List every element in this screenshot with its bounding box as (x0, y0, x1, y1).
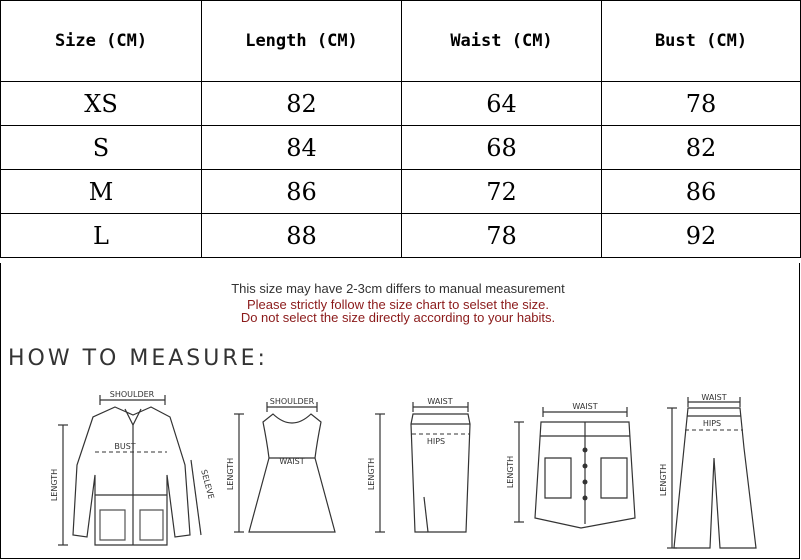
cell-length: 82 (202, 82, 402, 126)
cell-size: XS (1, 82, 202, 126)
skirt-figure (368, 392, 483, 546)
dress-figure (225, 392, 350, 546)
cell-waist: 78 (402, 214, 602, 258)
jacket-figure (45, 385, 215, 559)
dress-length-label: LENGTH (226, 457, 235, 491)
pants-length-label: LENGTH (659, 463, 668, 497)
dress-shoulder-label: SHOULDER (269, 397, 315, 406)
skirt-waist-label: WAIST (427, 397, 453, 406)
header-size: Size (CM) (1, 1, 202, 82)
shorts-length-label: LENGTH (506, 455, 515, 489)
table-row (1, 82, 801, 126)
cell-size: M (1, 170, 202, 214)
how-to-measure-title: HOW TO MEASURE: (8, 346, 268, 371)
pants-waist-label: WAIST (701, 393, 727, 402)
note-tolerance: This size may have 2-3cm differs to manual measurement (231, 281, 565, 296)
cell-waist: 64 (402, 82, 602, 126)
jacket-sleeve-label: SELEVE (199, 468, 216, 501)
cell-length: 84 (202, 126, 402, 170)
shorts-figure (505, 398, 655, 542)
cell-bust: 86 (602, 170, 801, 214)
shorts-waist-label: WAIST (572, 402, 598, 411)
shorts-illustration (505, 398, 655, 538)
jacket-length-label: LENGTH (50, 468, 59, 502)
note-follow-chart: Please strictly follow the size chart to selset the size. (246, 297, 549, 312)
cell-length: 88 (202, 214, 402, 258)
note-habits: Do not select the size directly according to your habits. (240, 310, 556, 325)
size-chart-table (0, 0, 801, 258)
skirt-hips-label: HIPS (426, 437, 446, 446)
cell-size: L (1, 214, 202, 258)
header-length: Length (CM) (202, 1, 402, 82)
pants-illustration (660, 388, 770, 553)
cell-size: S (1, 126, 202, 170)
skirt-illustration (368, 392, 483, 542)
pants-hips-label: HIPS (702, 419, 722, 428)
dress-waist-label: WAIST (279, 457, 305, 466)
skirt-length-label: LENGTH (367, 457, 376, 491)
cell-waist: 72 (402, 170, 602, 214)
cell-waist: 68 (402, 126, 602, 170)
jacket-shoulder-label: SHOULDER (109, 390, 155, 399)
jacket-bust-label: BUST (114, 442, 136, 451)
table-row (1, 126, 801, 170)
table-row (1, 214, 801, 258)
cell-bust: 78 (602, 82, 801, 126)
dress-illustration (225, 392, 350, 542)
table-row (1, 170, 801, 214)
cell-length: 86 (202, 170, 402, 214)
header-waist: Waist (CM) (402, 1, 602, 82)
pants-figure (660, 388, 770, 557)
cell-bust: 92 (602, 214, 801, 258)
table-header-row (1, 1, 801, 82)
cell-bust: 82 (602, 126, 801, 170)
header-bust: Bust (CM) (602, 1, 801, 82)
jacket-illustration (45, 385, 215, 555)
